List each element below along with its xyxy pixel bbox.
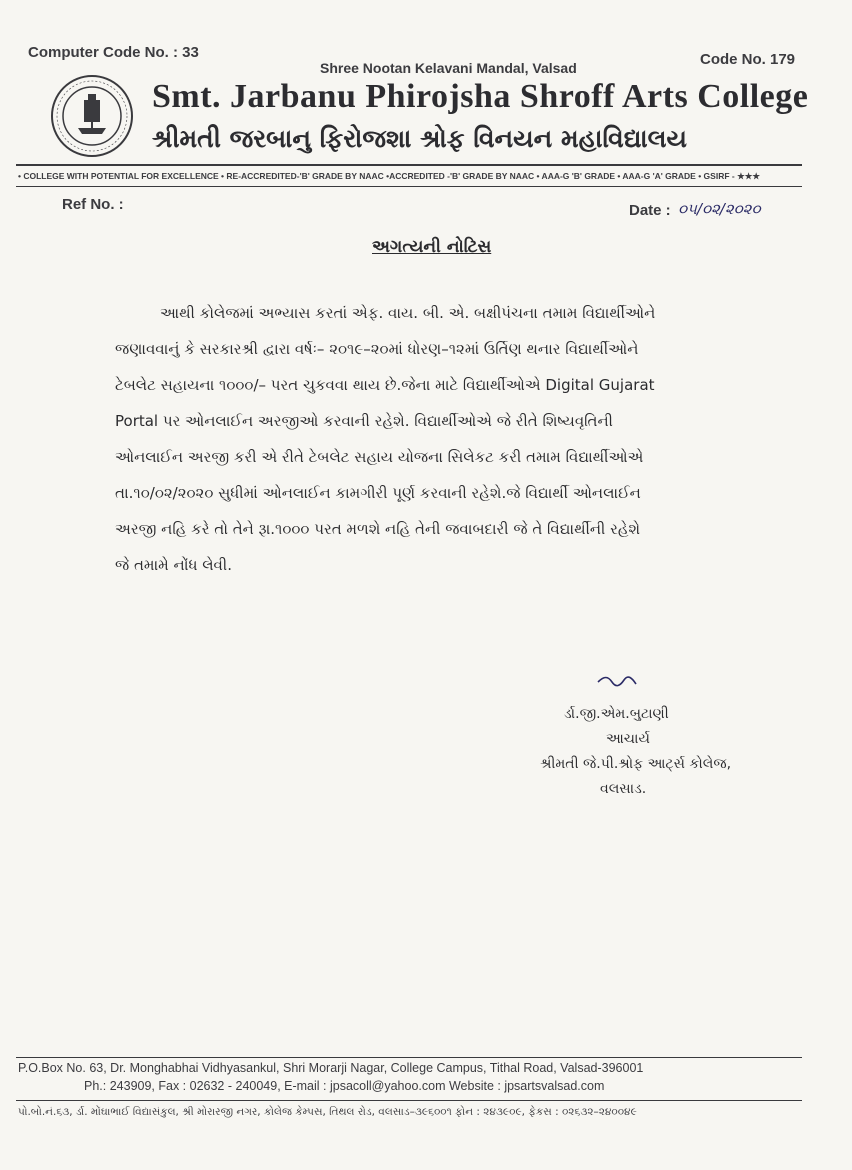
college-seal-logo bbox=[50, 74, 134, 158]
body-line: ટેબલેટ સહાયના ૧૦૦૦/– પરત ચુકવવા થાય છે.જેના માટે વિદ્યાર્થીઓએ Digital Gujarat bbox=[115, 376, 655, 394]
code-number: Code No. 179 bbox=[700, 51, 796, 68]
signatory-designation: આચાર્ય bbox=[606, 731, 650, 747]
signatory-place: વલસાડ. bbox=[600, 781, 647, 797]
footer-contact: Ph.: 243909, Fax : 02632 - 240049, E-mail : jpsacoll@yahoo.com Website : jpsartsvalsad.com bbox=[84, 1079, 605, 1093]
college-name-gujarati: શ્રીમતી જરબાનુ ફિરોજશા શ્રોફ વિનયન મહાવિદ્યાલય bbox=[152, 124, 687, 153]
body-line: જે તમામે નોંધ લેવી. bbox=[115, 556, 232, 574]
body-line: અરજી નહિ કરે તો તેને રૂા.૧૦૦૦ પરત મળશે નહિ તેની જવાબદારી જે તે વિદ્યાર્થીની રહેશે bbox=[115, 520, 641, 538]
signatory-institution: શ્રીમતી જે.પી.શ્રોફ આર્ટ્સ કોલેજ, bbox=[540, 756, 732, 772]
header-divider bbox=[16, 164, 802, 166]
ref-number-label: Ref No. : bbox=[62, 196, 124, 213]
date-label: Date : bbox=[629, 202, 671, 219]
footer-address-gujarati: પો.બો.નં.૬૩, ર્ડા. મોંઘાભાઈ વિદ્યાસંકુલ, શ્રી મોરારજી નગર, કોલેજ કેમ્પસ, તિથલ રોડ, વલસાડ–૩૯૬૦૦૧ ફોન : ૨૪૩૯૦૯, ફેકસ : ૦૨૬૩૨–૨૪૦૦૪૯ bbox=[18, 1106, 637, 1118]
computer-code: Computer Code No. : 33 bbox=[28, 44, 199, 61]
notice-title: અગત્યની નોટિસ bbox=[372, 237, 492, 257]
body-line: Portal પર ઓનલાઈન અરજીઓ કરવાની રહેશે. વિદ્યાર્થીઓએ જે રીતે શિષ્યવૃતિની bbox=[115, 412, 613, 430]
signature-block bbox=[540, 706, 760, 806]
accreditation-divider bbox=[16, 186, 802, 187]
date-value: ૦૫/૦૨/૨૦૨૦ bbox=[678, 200, 761, 218]
body-line: જણાવવાનું કે સરકારશ્રી દ્વારા વર્ષઃ– ૨૦૧૯–૨૦માં ધોરણ–૧૨માં ઉર્તિણ થનાર વિદ્યાર્થીઓને bbox=[115, 340, 639, 358]
college-name-english: Smt. Jarbanu Phirojsha Shroff Arts College bbox=[152, 78, 809, 115]
body-line: તા.૧૦/૦૨/૨૦૨૦ સુધીમાં ઓનલાઈન કામગીરી પૂર્ણ કરવાની રહેશે.જે વિદ્યાર્થી ઓનલાઈન bbox=[115, 484, 641, 502]
signature-mark bbox=[596, 672, 638, 690]
body-line: આથી કોલેજમાં અભ્યાસ કરતાં એફ. વાય. બી. એ. બક્ષીપંચના તમામ વિદ્યાર્થીઓને bbox=[160, 304, 656, 322]
footer-divider bbox=[16, 1057, 802, 1058]
mandal-name: Shree Nootan Kelavani Mandal, Valsad bbox=[320, 60, 577, 76]
footer-divider-bottom bbox=[16, 1100, 802, 1101]
accreditation-line: • COLLEGE WITH POTENTIAL FOR EXCELLENCE • RE-ACCREDITED-'B' GRADE BY NAAC •ACCREDITED -'B' GRADE BY NAAC • AAA-G 'B' GRADE • AAA-G 'A' GRADE • GSIRF - ★★★ bbox=[18, 171, 760, 181]
notice-body bbox=[115, 306, 755, 594]
signatory-name: ર્ડા.જી.એમ.બુટાણી bbox=[564, 706, 669, 722]
body-line: ઓનલાઈન અરજી કરી એ રીતે ટેબલેટ સહાય યોજના સિલેકટ કરી તમામ વિદ્યાર્થીઓએ bbox=[115, 448, 644, 466]
footer-address: P.O.Box No. 63, Dr. Monghabhai Vidhyasankul, Shri Morarji Nagar, College Campus, Tithal Road, Valsad-396001 bbox=[18, 1061, 644, 1075]
